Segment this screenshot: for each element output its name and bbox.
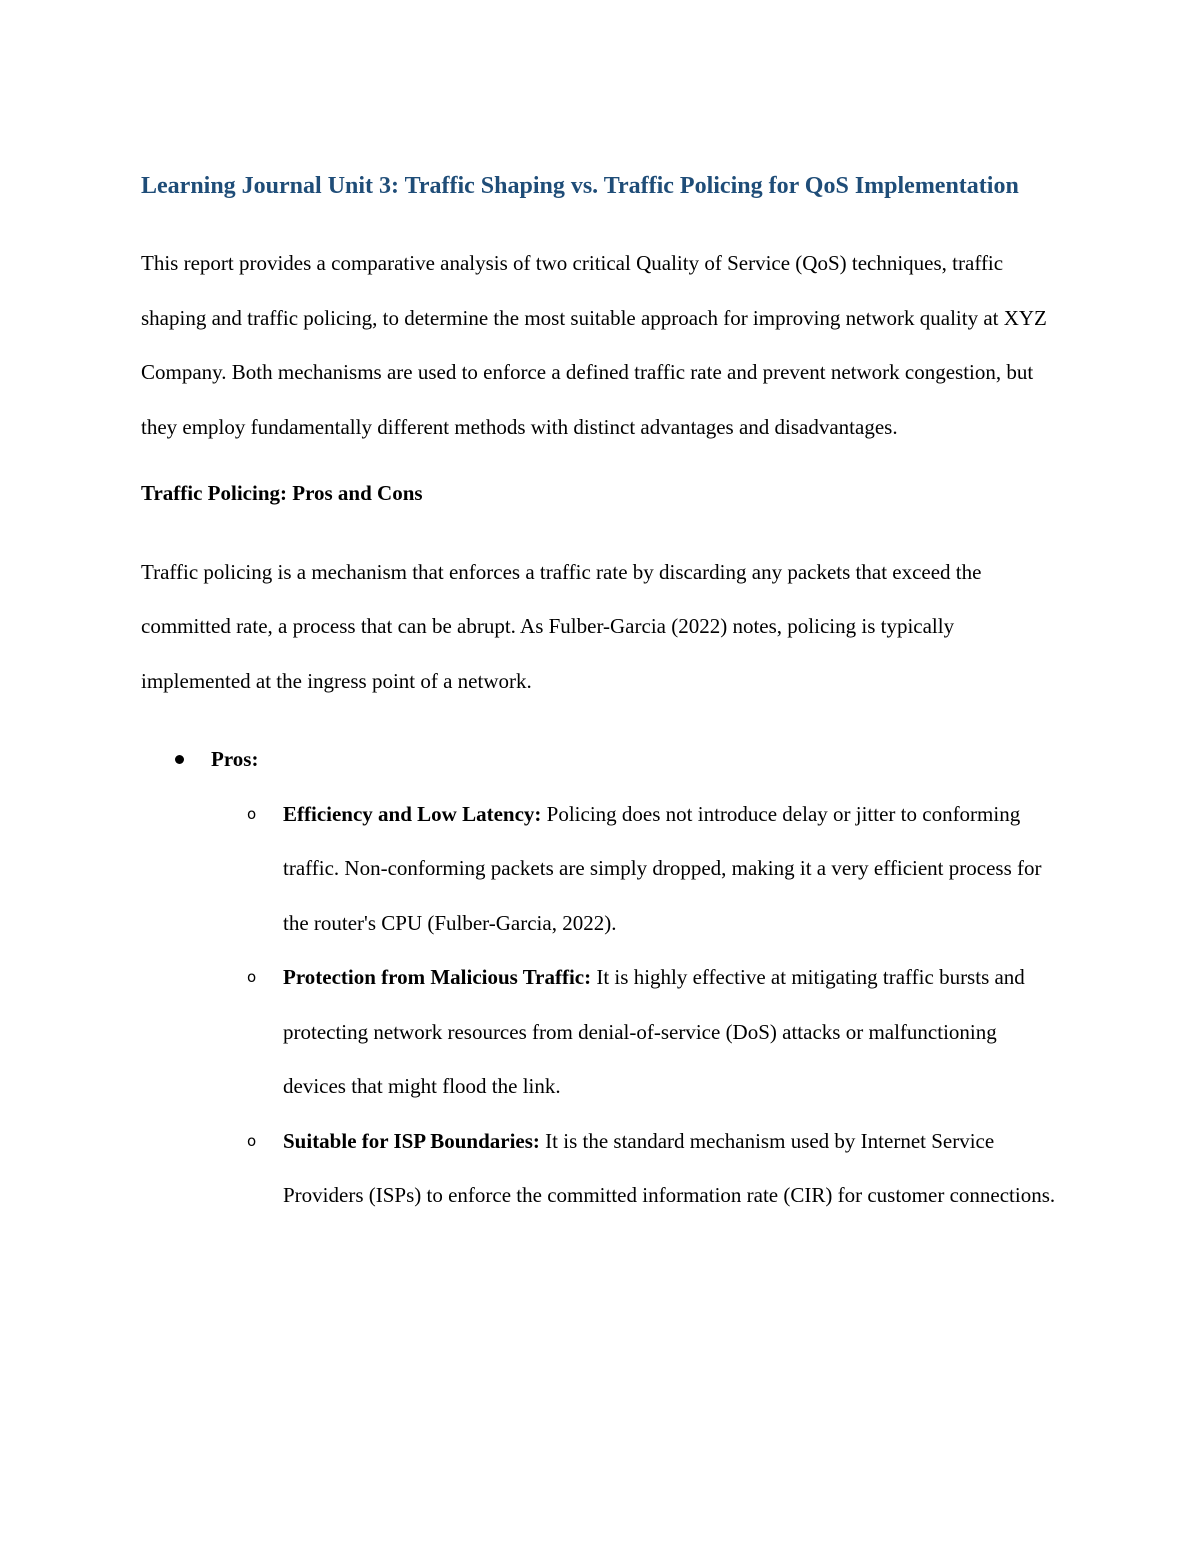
sub-item-text: It is highly effective at mitigating traffic bursts and protecting network resources from denial-of-service (DoS) attacks or malfunctioning devices that might flood the link. (283, 965, 1025, 1098)
list-item (211, 950, 1061, 1114)
hollow-bullet-icon: o (247, 1131, 257, 1150)
sub-item-text: Policing does not introduce delay or jitter to conforming traffic. Non-conforming packets are simply dropped, making it a very efficient process for the router's CPU (Fulber-Garcia, 2022). (283, 801, 1042, 935)
bullet-item-pros (141, 732, 1061, 1223)
hollow-bullet-icon: o (247, 968, 257, 986)
bullet-label: Pros: (211, 747, 259, 771)
bullet-dot-icon (175, 755, 184, 764)
document-title: Learning Journal Unit 3: Traffic Shaping vs. Traffic Policing for QoS Implementation (141, 173, 1019, 199)
section-heading: Traffic Policing: Pros and Cons (141, 481, 423, 505)
bullet-list (141, 732, 1061, 1223)
sub-list (211, 787, 1061, 1223)
sub-item-text: It is the standard mechanism used by Internet Service Providers (ISPs) to enforce the committed information rate (CIR) for customer connections. (283, 1128, 1056, 1207)
hollow-bullet-icon: o (247, 804, 257, 823)
list-item (211, 787, 1061, 951)
list-item (211, 1114, 1061, 1223)
sub-item-label: Protection from Malicious Traffic: (283, 965, 592, 989)
document-body (141, 155, 1061, 1223)
sub-item-label: Efficiency and Low Latency: (283, 801, 542, 826)
intro-paragraph: This report provides a comparative analysis of two critical Quality of Service (QoS) techniques, traffic shaping and traffic policing, to determine the most suitable approach for improving network quality at XYZ Company. Both mechanisms are used to enforce a defined traffic rate and prevent network congestion, but they employ fundamentally different methods with distinct advantages and disadvantages. (141, 251, 1047, 439)
sub-item-label: Suitable for ISP Boundaries: (283, 1128, 540, 1153)
section-paragraph: Traffic policing is a mechanism that enforces a traffic rate by discarding any packets that exceed the committed rate, a process that can be abrupt. As Fulber-Garcia (2022) notes, policing is typically implemented at the ingress point of a network. (141, 559, 982, 693)
